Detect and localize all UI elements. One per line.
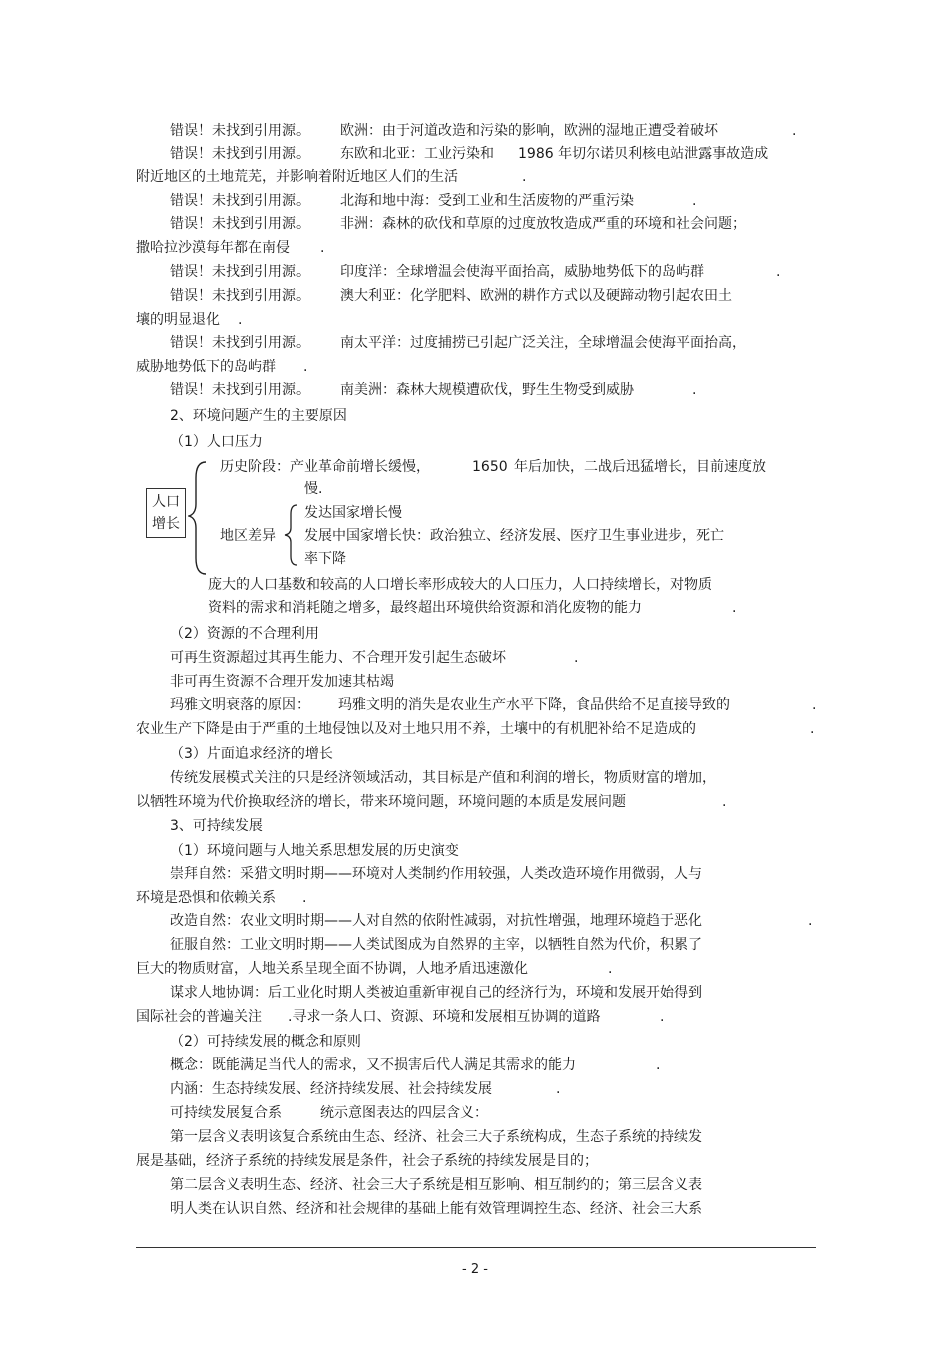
body-text: 统示意图表达的四层含义： xyxy=(320,1105,488,1121)
inner-brace-icon xyxy=(283,502,303,568)
body-text: .寻求一条人口、资源、环境和发展相互协调的道路 xyxy=(288,1009,601,1025)
error-text: 错误！未找到引用源。 xyxy=(170,193,310,209)
section-heading: 3、可持续发展 xyxy=(170,818,263,834)
body-text: 资料的需求和消耗随之增多，最终超出环境供给资源和消化废物的能力 xyxy=(208,600,642,616)
period: . xyxy=(556,1081,561,1097)
body-text: 欧洲：由于河道改造和污染的影响，欧洲的湿地正遭受着破坏 xyxy=(340,123,718,139)
body-text: 1986 年切尔诺贝利核电站泄露事故造成 xyxy=(518,146,769,162)
error-text: 错误！未找到引用源。 xyxy=(170,288,310,304)
period: . xyxy=(574,650,579,666)
period: . xyxy=(808,913,813,929)
body-text: 展是基础，经济子系统的持续发展是条件，社会子系统的持续发展是目的； xyxy=(136,1153,598,1169)
body-text: 印度洋：全球增温会使海平面抬高，威胁地势低下的岛屿群 xyxy=(340,264,704,280)
period: . xyxy=(303,359,308,375)
body-text: 北海和地中海：受到工业和生活废物的严重污染 xyxy=(340,193,634,209)
subsection-heading: （3）片面追求经济的增长 xyxy=(170,746,333,762)
error-text: 错误！未找到引用源。 xyxy=(170,123,310,139)
period: . xyxy=(692,193,697,209)
body-text: 崇拜自然：采猎文明时期——环境对人类制约作用较强，人类改造环境作用微弱，人与 xyxy=(170,866,702,882)
body-text: 玛雅文明的消失是农业生产水平下降，食品供给不足直接导致的 xyxy=(338,697,730,713)
body-text: 可持续发展复合系 xyxy=(170,1105,282,1121)
error-text: 错误！未找到引用源。 xyxy=(170,335,310,351)
history-year: 1650 xyxy=(472,459,508,475)
body-text: 非可再生资源不合理开发加速其枯竭 xyxy=(170,674,394,690)
body-text: 非洲：森林的砍伐和草原的过度放牧造成严重的环境和社会问题； xyxy=(340,216,746,232)
history-stage-text: 慢. xyxy=(304,481,323,497)
body-text: 巨大的物质财富，人地关系呈现全面不协调，人地矛盾迅速激化 xyxy=(136,961,528,977)
body-text: 威胁地势低下的岛屿群 xyxy=(136,359,276,375)
period: . xyxy=(722,794,727,810)
history-stage-text: 年后加快，二战后迅猛增长，目前速度放 xyxy=(514,459,766,475)
error-text: 错误！未找到引用源。 xyxy=(170,216,310,232)
body-text: 南太平洋：过度捕捞已引起广泛关注，全球增温会使海平面抬高， xyxy=(340,335,746,351)
period: . xyxy=(320,240,325,256)
period: . xyxy=(810,721,815,737)
error-text: 错误！未找到引用源。 xyxy=(170,382,310,398)
footer-rule xyxy=(136,1247,816,1248)
body-text: 国际社会的普遍关注 xyxy=(136,1009,262,1025)
error-text: 错误！未找到引用源。 xyxy=(170,264,310,280)
history-stage-text: 历史阶段：产业革命前增长缓慢， xyxy=(220,459,430,475)
period: . xyxy=(302,890,307,906)
body-text: 附近地区的土地荒芜，并影响着附近地区人们的生活 xyxy=(136,169,458,185)
body-text: 内涵：生态持续发展、经济持续发展、社会持续发展 xyxy=(170,1081,492,1097)
subsection-heading: （2）资源的不合理利用 xyxy=(170,626,319,642)
developed-text: 发达国家增长慢 xyxy=(304,505,402,521)
body-text: 传统发展模式关注的只是经济领域活动，其目标是产值和利润的增长，物质财富的增加， xyxy=(170,770,716,786)
body-text: 澳大利亚：化学肥料、欧洲的耕作方式以及硬蹄动物引起农田土 xyxy=(340,288,732,304)
period: . xyxy=(660,1009,665,1025)
page-number: - 2 - xyxy=(462,1262,488,1277)
box-line-2: 增长 xyxy=(152,516,180,532)
error-text: 错误！未找到引用源。 xyxy=(170,146,310,162)
body-text: 东欧和北亚：工业污染和 xyxy=(340,146,494,162)
body-text: 第一层含义表明该复合系统由生态、经济、社会三大子系统构成，生态子系统的持续发 xyxy=(170,1129,702,1145)
section-heading: 2、环境问题产生的主要原因 xyxy=(170,408,347,424)
box-line-1: 人口 xyxy=(152,494,180,510)
period: . xyxy=(776,264,781,280)
body-text: 第二层含义表明生态、经济、社会三大子系统是相互影响、相互制约的；第三层含义表 xyxy=(170,1177,702,1193)
period: . xyxy=(608,961,613,977)
body-text: 玛雅文明衰落的原因： xyxy=(170,697,310,713)
body-text: 谋求人地协调：后工业化时期人类被迫重新审视自己的经济行为，环境和发展开始得到 xyxy=(170,985,702,1001)
body-text: 改造自然：农业文明时期——人对自然的依附性减弱，对抗性增强，地理环境趋于恶化 xyxy=(170,913,702,929)
body-text: 明人类在认识自然、经济和社会规律的基础上能有效管理调控生态、经济、社会三大系 xyxy=(170,1201,702,1217)
subsection-heading: （1）环境问题与人地关系思想发展的历史演变 xyxy=(170,843,459,859)
body-text: 征服自然：工业文明时期——人类试图成为自然界的主宰，以牺牲自然为代价，积累了 xyxy=(170,937,702,953)
subsection-heading: （2）可持续发展的概念和原则 xyxy=(170,1034,361,1050)
period: . xyxy=(792,123,797,139)
period: . xyxy=(656,1057,661,1073)
region-diff-label: 地区差异 xyxy=(220,528,276,544)
body-text: 农业生产下降是由于严重的土地侵蚀以及对土地只用不养，土壤中的有机肥补给不足造成的 xyxy=(136,721,696,737)
subsection-heading: （1）人口压力 xyxy=(170,434,263,450)
period: . xyxy=(522,169,527,185)
developing-text: 发展中国家增长快：政治独立、经济发展、医疗卫生事业进步，死亡 xyxy=(304,528,724,544)
body-text: 可再生资源超过其再生能力、不合理开发引起生态破坏 xyxy=(170,650,506,666)
body-text: 概念：既能满足当代人的需求，又不损害后代人满足其需求的能力 xyxy=(170,1057,576,1073)
body-text: 撒哈拉沙漠每年都在南侵 xyxy=(136,240,290,256)
period: . xyxy=(692,382,697,398)
developing-text: 率下降 xyxy=(304,551,346,567)
body-text: 环境是恐惧和依赖关系 xyxy=(136,890,276,906)
period: . xyxy=(238,312,243,328)
body-text: 庞大的人口基数和较高的人口增长率形成较大的人口压力，人口持续增长，对物质 xyxy=(208,577,712,593)
outer-brace-icon xyxy=(188,458,218,578)
period: . xyxy=(812,697,817,713)
period: . xyxy=(732,600,737,616)
population-growth-box xyxy=(146,488,186,538)
body-text: 南美洲：森林大规模遭砍伐，野生生物受到威胁 xyxy=(340,382,634,398)
body-text: 以牺牲环境为代价换取经济的增长，带来环境问题，环境问题的本质是发展问题 xyxy=(136,794,626,810)
body-text: 壤的明显退化 xyxy=(136,312,220,328)
